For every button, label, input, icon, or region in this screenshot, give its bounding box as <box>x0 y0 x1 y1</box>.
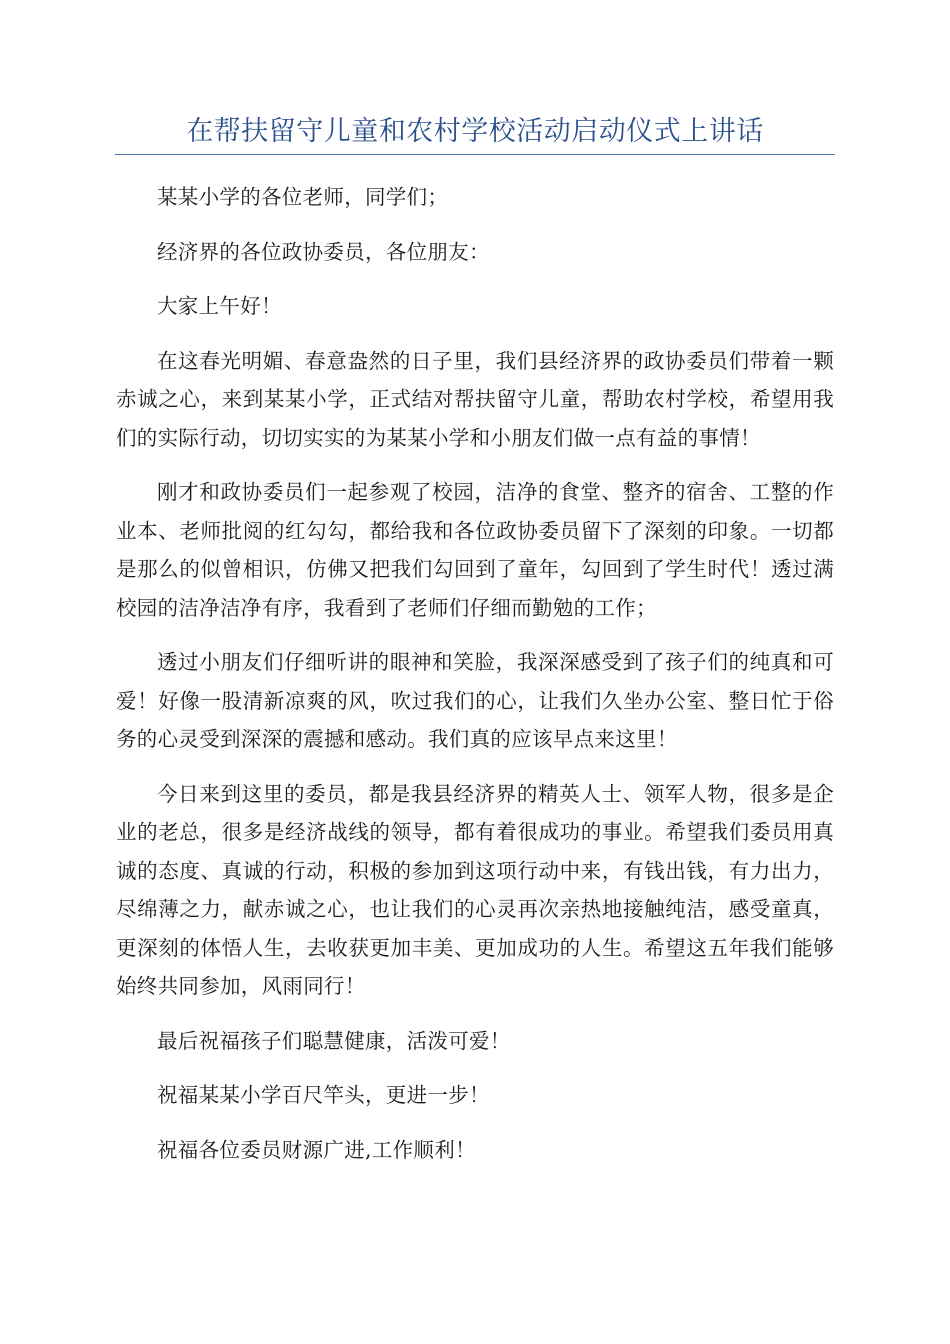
document-title: 在帮扶留守儿童和农村学校活动启动仪式上讲话 <box>186 116 764 147</box>
document-body <box>116 178 834 1185</box>
paragraph-committee-members: 今日来到这里的委员，都是我县经济界的精英人士、领军人物，很多是企业的老总，很多是经济战线的领导，都有着很成功的事业。希望我们委员用真诚的态度、真诚的行动，积极的参加到这项行动中来，有钱出钱，有力出力，尽绵薄之力，献赤诚之心，也让我们的心灵再次亲热地接触纯洁，感受童真，更深刻的体悟人生，去收获更加丰美、更加成功的人生。希望这五年我们能够始终共同参加，风雨同行！ <box>116 781 834 998</box>
paragraph-salutation-members: 经济界的各位政协委员，各位朋友： <box>157 239 490 264</box>
paragraph-greeting: 大家上午好！ <box>157 294 282 318</box>
paragraph-children: 透过小朋友们仔细听讲的眼神和笑脸，我深深感受到了孩子们的纯真和可爱！好像一股清新凉爽的风，吹过我们的心，让我们久坐办公室、整日忙于俗务的心灵受到深深的震撼和感动。我们真的应该早点来这里！ <box>116 650 834 751</box>
paragraph-wish-members: 祝福各位委员财源广进,工作顺利！ <box>157 1137 476 1162</box>
title-underline <box>115 154 835 155</box>
paragraph-salutation-teachers: 某某小学的各位老师，同学们； <box>157 185 449 209</box>
paragraph-wish-school: 祝福某某小学百尺竿头，更进一步！ <box>157 1083 490 1107</box>
paragraph-intro: 在这春光明媚、春意盎然的日子里，我们县经济界的政协委员们带着一颗赤诚之心，来到某某小学，正式结对帮扶留守儿童，帮助农村学校，希望用我们的实际行动，切切实实的为某某小学和小朋友们做一点有益的事情！ <box>116 348 834 450</box>
paragraph-wish-children: 最后祝福孩子们聪慧健康，活泼可爱！ <box>157 1028 511 1053</box>
paragraph-campus-visit: 刚才和政协委员们一起参观了校园，洁净的食堂、整齐的宿舍、工整的作业本、老师批阅的红勾勾，都给我和各位政协委员留下了深刻的印象。一切都是那么的似曾相识，仿佛又把我们勾回到了童年，勾回到了学生时代！透过满校园的洁净洁净有序，我看到了老师们仔细而勤勉的工作； <box>116 480 834 620</box>
